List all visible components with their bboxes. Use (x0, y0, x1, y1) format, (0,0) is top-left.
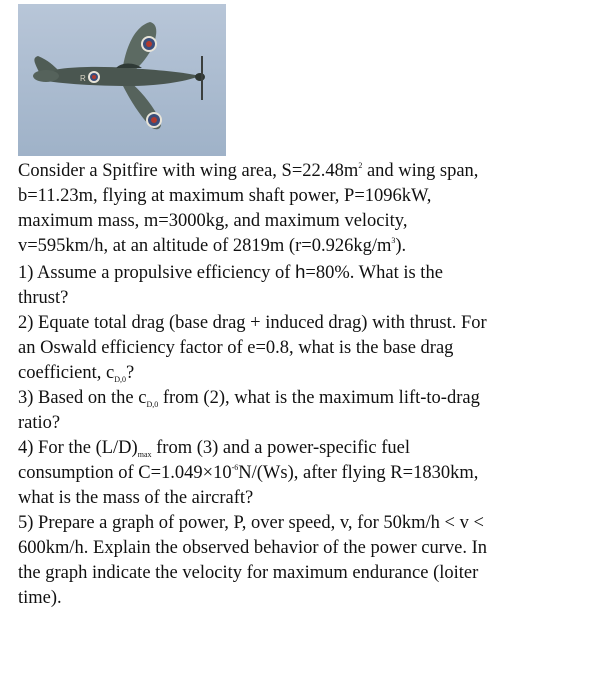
question-4-line-3: what is the mass of the aircraft? (18, 488, 254, 508)
text: v=595km/h, at an altitude of 2819m (r=0.926kg/m (18, 236, 392, 256)
question-1-line-1 (18, 259, 578, 286)
text: Consider a Spitfire with wing area, S=22.48m (18, 161, 359, 181)
superscript: 3 (391, 236, 396, 245)
question-5-line-4: time). (18, 588, 62, 608)
problem-intro-line-3: maximum mass, m=3000kg, and maximum velocity, (18, 211, 408, 231)
problem-intro-line-2: b=11.23m, flying at maximum shaft power, P=1096kW, (18, 186, 432, 206)
spitfire-photo (18, 4, 226, 156)
problem-text (18, 159, 578, 611)
subscript: D,0 (114, 375, 126, 384)
question-5-line-3: the graph indicate the velocity for maximum endurance (loiter (18, 563, 479, 583)
superscript: 2 (358, 161, 363, 170)
problem-intro-line-1 (18, 159, 578, 184)
eta-symbol: h (295, 261, 306, 282)
question-2-line-3 (18, 361, 578, 386)
text: 1) Assume a propulsive efficiency of (18, 263, 296, 283)
text: 3) Based on the c (18, 388, 147, 408)
text: from (2), what is the maximum lift-to-drag (158, 388, 480, 408)
question-5-line-1: 5) Prepare a graph of power, P, over speed, v, for 50km/h < v < (18, 513, 484, 533)
question-3-line-1 (18, 386, 578, 411)
question-3-line-2: ratio? (18, 413, 61, 433)
text: ? (126, 363, 135, 383)
text: and wing span, (362, 161, 479, 181)
question-1-line-2: thrust? (18, 288, 69, 308)
question-4-line-1 (18, 436, 578, 461)
superscript: -6 (231, 463, 239, 472)
subscript: max (137, 450, 152, 459)
spitfire-illustration (18, 4, 226, 156)
text: consumption of C=1.049×10 (18, 463, 232, 483)
question-4-line-2 (18, 461, 578, 486)
text: from (3) and a power-specific fuel (151, 438, 411, 458)
text: N/(Ws), after flying R=1830km, (238, 463, 479, 483)
subscript: D,0 (146, 400, 159, 409)
problem-intro-line-4 (18, 234, 578, 259)
text: coefficient, c (18, 363, 115, 383)
question-5-line-2: 600km/h. Explain the observed behavior of the power curve. In (18, 538, 488, 558)
text: =80%. What is the (305, 263, 443, 283)
question-2-line-2: an Oswald efficiency factor of e=0.8, what is the base drag (18, 338, 454, 358)
text: ). (395, 236, 407, 256)
text: 4) For the (L/D) (18, 438, 138, 458)
roundel-letter: R (80, 74, 86, 83)
question-2-line-1: 2) Equate total drag (base drag + induced drag) with thrust. For (18, 313, 487, 333)
